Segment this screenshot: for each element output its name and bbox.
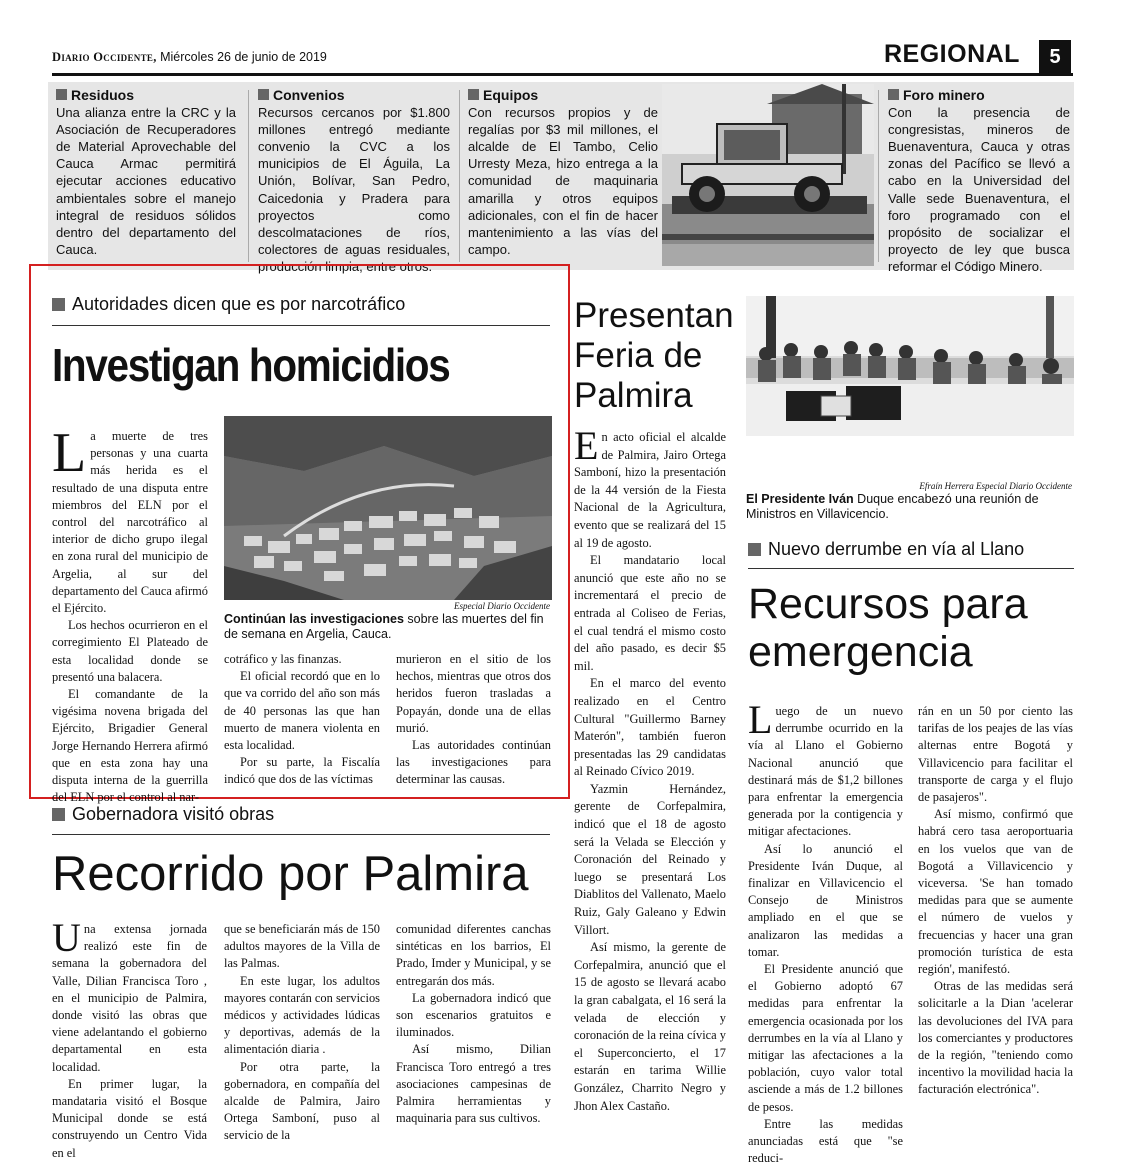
paragraph: rán en un 50 por ciento las tarifas de los peajes de las vías alternas entre Bogotá y Villavicencio para facilitar el transporte de carga y el flujo de pasajeros". [918, 704, 1073, 805]
article-col-palmira-2 [224, 921, 380, 1145]
paragraph: Así lo anunció el Presidente Iván Duque, al finalizar en Villavicencio el Consejo de Ministros ampliado en el que se analizaron las medidas a tomar. [748, 841, 903, 959]
brief-text: Recursos cercanos por $1.800 millones entregó mediante convenio la CVC a los municipios de El Águila, La Unión, Bolívar, San Pedro, Caicedonia y Pradera para proyectos como descolmataciones de ríos, colectores de aguas residuales, producción limpia, entre otros. [258, 105, 450, 274]
paragraph: El comandante de la vigésima novena brigada del Ejército, Brigadier General Jorge Hernando Herrera afirmó que en esta zona hay una disputa interna de la guerrilla del ELN por el control al nar- [52, 687, 208, 805]
paragraph: Por su parte, la Fiscalía indicó que dos de las víctimas [224, 755, 380, 787]
paragraph: Otras de las medidas será solicitarle a la Dian 'acelerar las devoluciones del IVA para los comerciantes y productores de la región, "teniendo como incentivo la movilidad hacia la facturación electrónica". [918, 979, 1073, 1097]
square-bullet-icon [468, 89, 479, 100]
kicker-rule [52, 325, 550, 326]
brief-divider [248, 90, 249, 262]
page-number: 5 [1039, 40, 1071, 74]
paragraph: n acto oficial el alcalde de Palmira, Jairo Ortega Samboní, hizo la presentación de la 44 versión de la Fiesta Nacional de la Agricultura, evento que se realizará del 15 al 19 de agosto. [574, 430, 726, 550]
masthead [52, 50, 327, 65]
brief-convenios [258, 87, 450, 275]
article-col-feria [574, 423, 726, 1115]
brief-divider [459, 90, 460, 262]
paragraph: murieron en el sitio de los hechos, mientras que otros dos heridos fueron trasladas a Popayán, donde una de ellas murió. [396, 652, 551, 735]
paragraph: Yazmin Hernández, gerente de Corfepalmira, indicó que el 18 de agosto será la Velada se Elección y Coronación del Reinado y luego se presentará Los Diablitos del Vallenato, Maelo Ruiz, Galy Galeano y Edwin Villort. [574, 781, 726, 937]
headline: Presentan Feria de Palmira [574, 296, 734, 415]
brief-foro-minero [888, 87, 1070, 275]
newspaper-name: Diario Occidente, [52, 50, 157, 64]
paragraph: Los hechos ocurrieron en el corregimiento El Plateado de esta localidad donde se presentó una balacera. [52, 618, 208, 684]
ministers-meeting-photo [746, 296, 1074, 480]
article-kicker: Nuevo derrumbe en vía al Llano [748, 539, 1024, 560]
argelia-town-photo [224, 416, 552, 600]
brief-title: Foro minero [888, 87, 1070, 104]
drop-cap: U [52, 915, 81, 960]
drop-cap: L [748, 697, 773, 742]
square-bullet-icon [52, 808, 65, 821]
paragraph: comunidad diferentes canchas sintéticas en los barrios, El Prado, Imder y Municipal, y se entregarán dos más. [396, 922, 551, 988]
photo-credit: Efraín Herrera Especial Diario Occidente [919, 481, 1072, 491]
photo-caption: El Presidente Iván Duque encabezó una reunión de Ministros en Villavicencio. [746, 492, 1039, 521]
brief-title: Equipos [468, 87, 658, 104]
brief-text: Una alianza entre la CRC y la Asociación de Recuperadores de Material Aprovechable del Cauca Armac permitirá ejecutar acciones educativo ambientales sobre el manejo integral de residuos sólidos dentro del departamento del Cauca. [56, 105, 236, 257]
paragraph: cotráfico y las finanzas. [224, 652, 342, 666]
article-col-llano-2 [918, 703, 1073, 1099]
headline: Recursos para emergencia [748, 580, 1028, 676]
paragraph: Por otra parte, la gobernadora, en compañía del alcalde de Palmira, Jairo Ortega Samboní, puso al servicio de la [224, 1059, 380, 1143]
paragraph: na extensa jornada realizó este fin de semana la gobernadora del Valle, Dilian Francisca Toro , en el municipio de Palmira, donde visitó las obras que viene adelantando el gobierno departamental en esta localidad. [52, 922, 207, 1074]
paragraph: uego de un nuevo derrumbe ocurrido en la vía al Llano el Gobierno Nacional anunció que destinará más de $1,2 billones para enfrentar la emergencia generada por la contigencia y mitigar afectaciones. [748, 704, 903, 839]
paragraph: Entre las medidas anunciadas está que "se reduci- [748, 1116, 903, 1166]
paragraph: Así mismo, Dilian Francisca Toro entregó a tres asociaciones campesinas de Palmira herramientas y maquinaria para sus cultivos. [396, 1042, 551, 1126]
square-bullet-icon [748, 543, 761, 556]
paragraph: En este lugar, los adultos mayores contarán con servicios médicos y actividades lúdicas y deportivas, además de la alimentación diaria . [224, 973, 380, 1057]
square-bullet-icon [888, 89, 899, 100]
square-bullet-icon [56, 89, 67, 100]
brief-equipos [468, 87, 658, 258]
brief-divider [878, 90, 879, 262]
article-kicker: Autoridades dicen que es por narcotráfico [52, 294, 405, 315]
kicker-rule [52, 834, 550, 835]
paragraph: La gobernadora indicó que son escenarios gratuitos e iluminados. [396, 990, 551, 1040]
paragraph: Así mismo, confirmó que habrá cero tasa aeroportuaria en los vuelos que van de Bogotá a Villavicencio y viceversa. 'Se han tomado medidas para que se aumente el número de vuelos y frecuencias y hacer una gran promoción turística de esta región', manifestó. [918, 807, 1073, 977]
paragraph: a muerte de tres personas y una cuarta más herida es el resultado de una disputa entre miembros del ELN por el control del narcotráfico al interior de dicho grupo ilegal en zona rural del municipio de Argelia, al sur del departamento del Cauca afirmó el Ejército. [52, 429, 208, 616]
headline: Recorrido por Palmira [52, 847, 529, 901]
photo-caption: Continúan las investigaciones sobre las muertes del fin de semana en Argelia, Cauca. [224, 612, 544, 641]
brief-text: Con recursos propios y de regalías por $3 mil millones, el alcalde de El Tambo, Celio Urresty Meza, hizo entrega a la comunidad de maquinaria amarilla y otros equipos adicionales, con el fin de hacer mantenimiento a las vías del campo. [468, 105, 658, 257]
article-col-palmira-1 [52, 915, 207, 1162]
article-col-2 [224, 651, 380, 789]
paragraph: En primer lugar, la mandataria visitó el Bosque Municipal donde se está construyendo un Centro Vida en el [52, 1076, 207, 1160]
article-kicker: Gobernadora visitó obras [52, 804, 274, 825]
photo-credit: Especial Diario Occidente [454, 601, 550, 611]
paragraph: El mandatario local anunció que este año no se incrementará el precio de entrada al Coliseo de Ferias, el cual tendrá el mismo costo del año pasado, es decir $5 mil. [574, 553, 726, 673]
square-bullet-icon [52, 298, 65, 311]
brief-title: Convenios [258, 87, 450, 104]
paragraph: En el marco del evento realizado en el Centro Cultural "Guillermo Barney Materón", también fueron presentadas las 29 candidatas al Reinado Cívico 2019. [574, 676, 726, 779]
machinery-photo [662, 84, 874, 266]
article-col-palmira-3 [396, 921, 551, 1127]
paragraph: que se beneficiarán más de 150 adultos mayores de la Villa de las Palmas. [224, 922, 380, 971]
paragraph: Así mismo, la gerente de Corfepalmira, anunció que el 15 de agosto se llevará acabo la gran cabalgata, el 16 será la velada de elección y coronación de la reina cívica y el Superconcierto, el 17 estarán en tarima Willie González, Charrito Negro y Jhon Alex Castaño. [574, 940, 726, 1113]
brief-text: Con la presencia de congresistas, mineros de Buenaventura, Cauca y otras zonas del Pacífico se llevó a cabo en la Universidad del Valle sede Buenaventura, el foro programado con el propósito de socializar el proyecto de ley que busca reformar el Código Minero. [888, 105, 1070, 274]
headline: Investigan homicidios [52, 339, 450, 391]
article-col-3 [396, 651, 551, 789]
article-col-llano-1 [748, 697, 903, 1167]
issue-date: Miércoles 26 de junio de 2019 [160, 50, 327, 64]
drop-cap: L [52, 422, 87, 484]
brief-title: Residuos [56, 87, 236, 104]
article-col-1 [52, 422, 208, 806]
paragraph: El Presidente anunció que el Gobierno adoptó 67 medidas para enfrentar la emergencia ocasionada por los derrumbes en la vía al Llano y mitigar las afectaciones a la población, cuyo valor total asciende a más de 1.2 billones de pesos. [748, 962, 903, 1114]
brief-residuos [56, 87, 236, 258]
section-name: REGIONAL [884, 40, 1020, 68]
drop-cap: E [574, 423, 599, 468]
paragraph: Las autoridades continúan las investigaciones para determinar las causas. [396, 738, 551, 787]
header-rule [52, 73, 1073, 76]
paragraph: El oficial recordó que en lo que va corrido del año son más de 40 personas las que han muerto de manera violenta en esta localidad. [224, 669, 380, 753]
kicker-rule [748, 568, 1074, 569]
square-bullet-icon [258, 89, 269, 100]
